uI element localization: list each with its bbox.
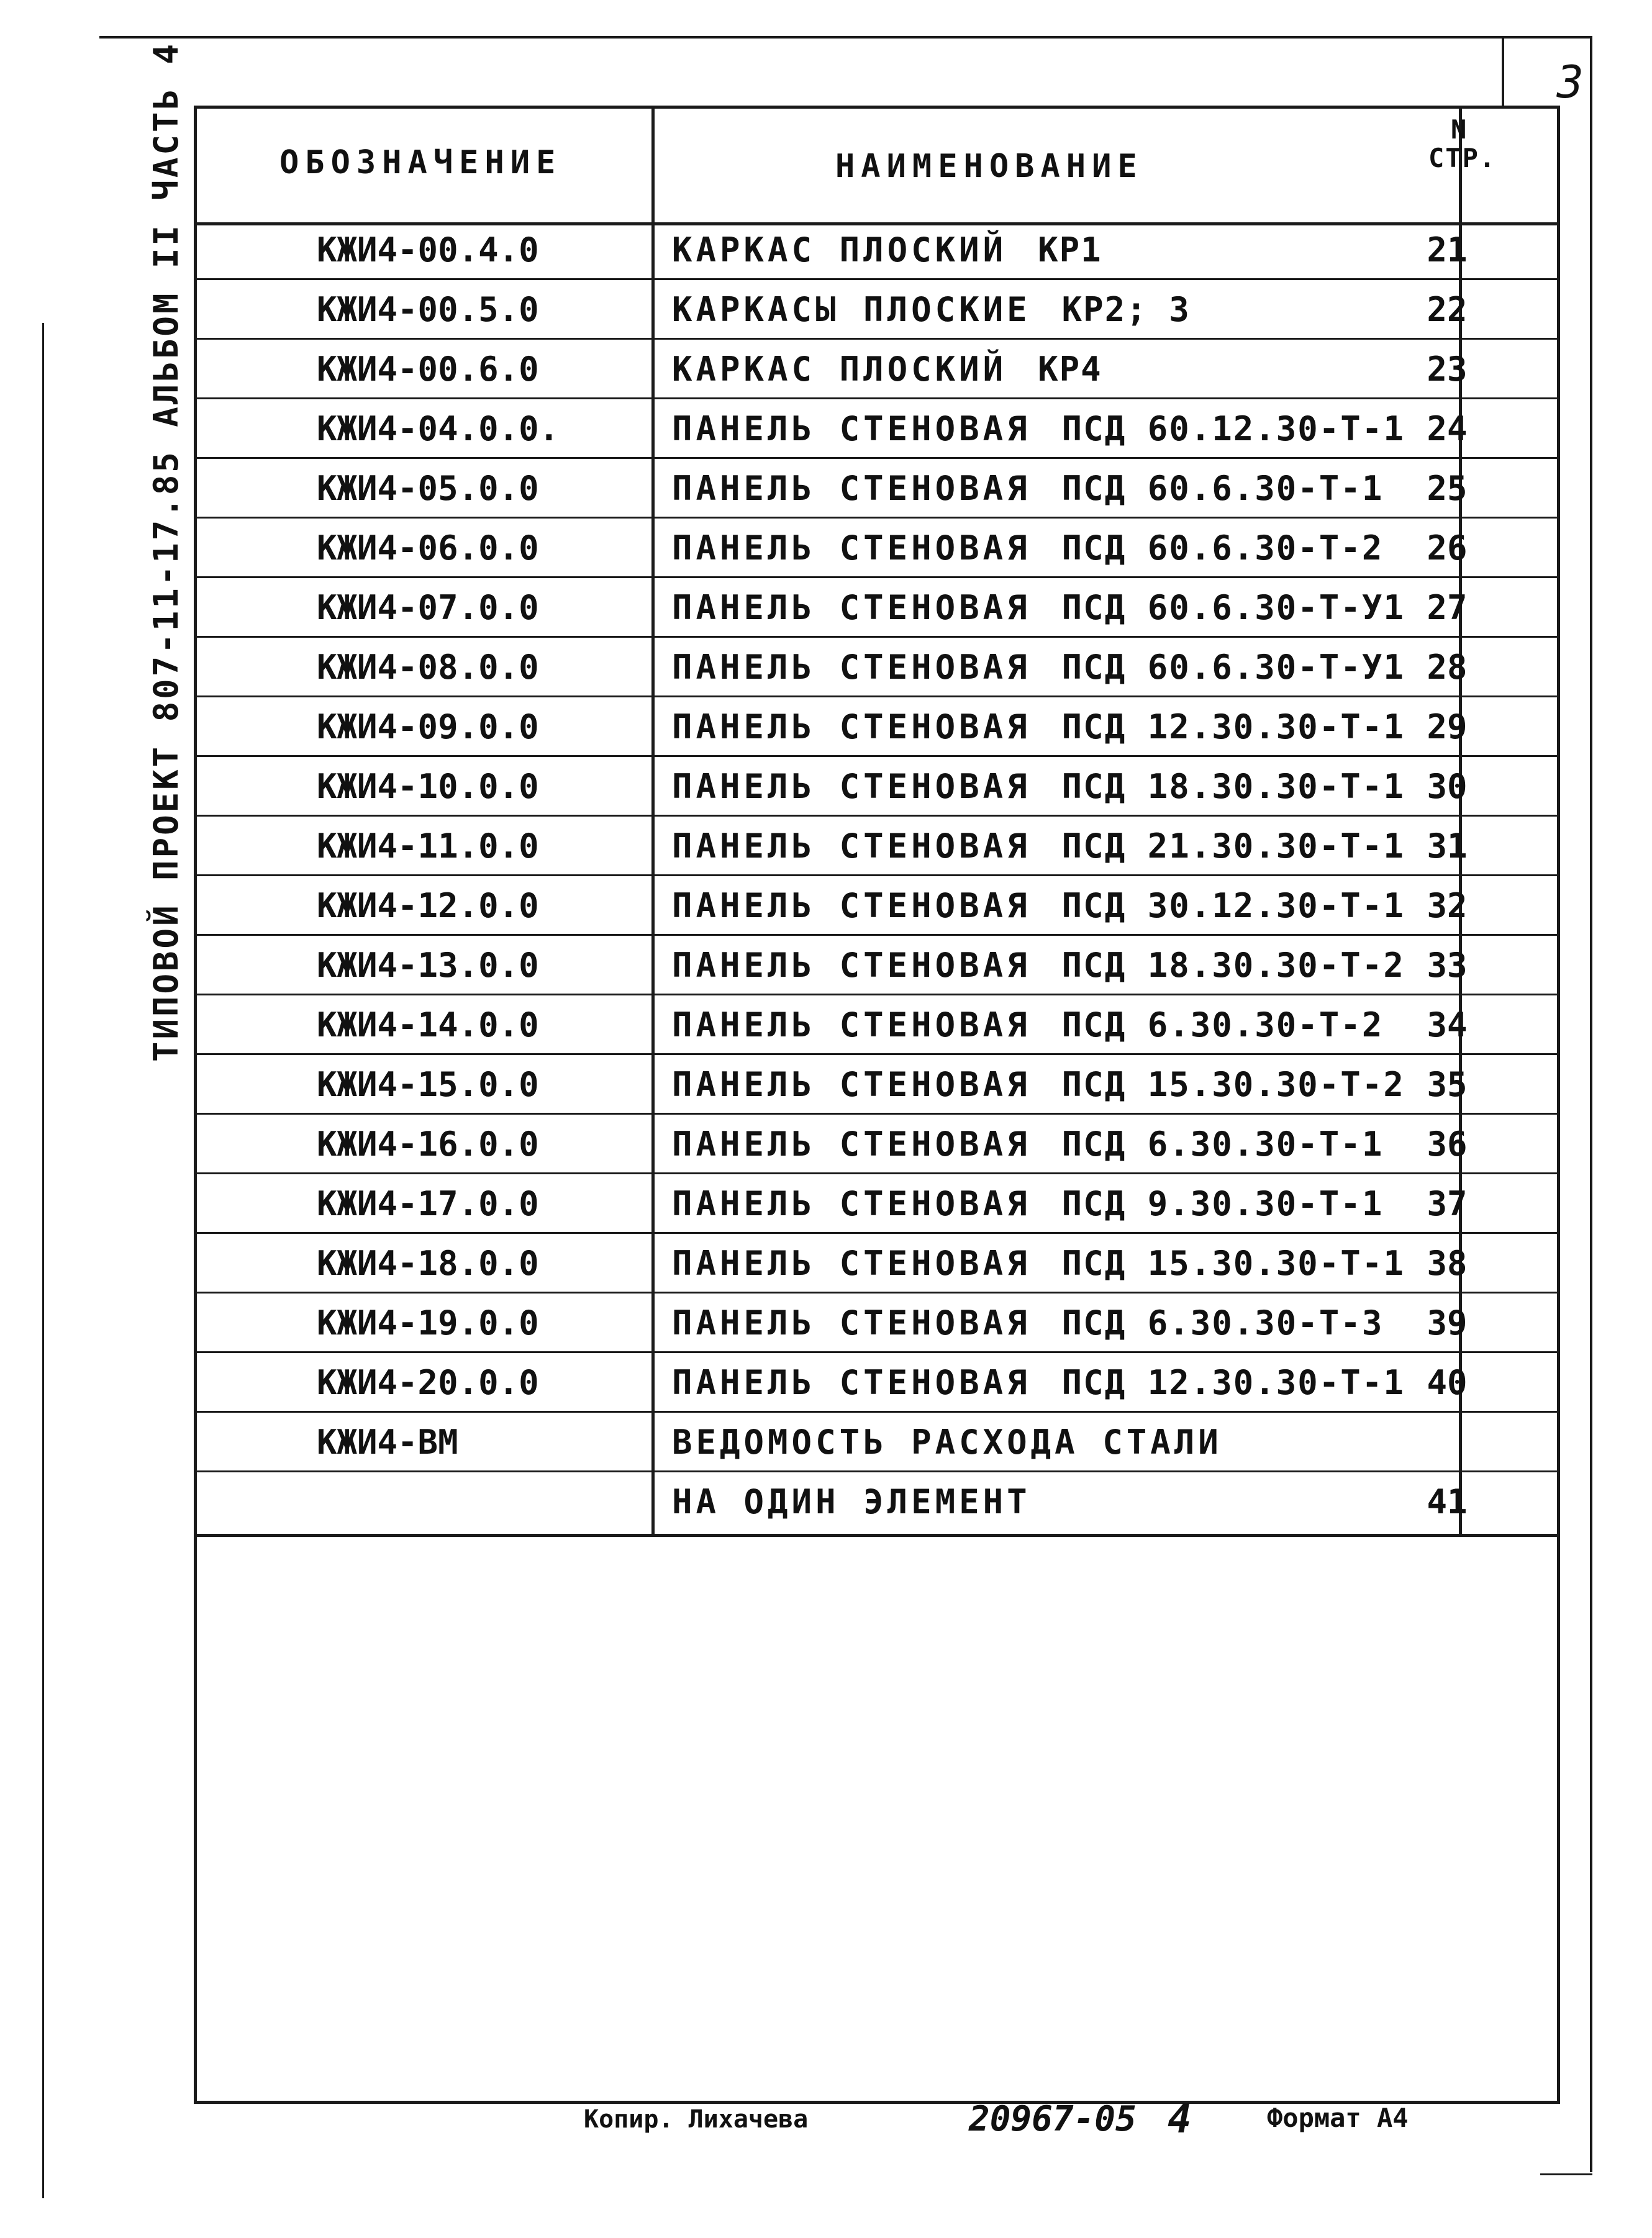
row-detail: КР2; 3 <box>1061 290 1191 329</box>
row-name <box>672 1007 1383 1044</box>
row-name-text: ПАНЕЛЬ СТЕНОВАЯ <box>672 588 1031 627</box>
row-name <box>672 1305 1383 1342</box>
row-detail: ПСД 12.30.30-Т-1 <box>1061 1363 1405 1402</box>
row-name <box>672 649 1405 686</box>
row-detail: КР4 <box>1038 350 1102 389</box>
row-code: КЖИ4-13.0.0 <box>317 946 539 985</box>
row-name <box>672 1424 1222 1461</box>
row-divider <box>197 457 1557 459</box>
row-name <box>672 232 1102 269</box>
row-page: 23 <box>1427 350 1468 389</box>
row-detail: ПСД 12.30.30-Т-1 <box>1061 707 1405 746</box>
row-code: КЖИ4-17.0.0 <box>317 1184 539 1223</box>
row-divider <box>197 636 1557 638</box>
row-code: КЖИ4-15.0.0 <box>317 1065 539 1104</box>
row-code: КЖИ4-06.0.0 <box>317 528 539 568</box>
row-code: КЖИ4-19.0.0 <box>317 1303 539 1343</box>
row-divider <box>197 755 1557 757</box>
row-code: КЖИ4-00.4.0 <box>317 230 539 270</box>
row-page: 37 <box>1427 1184 1468 1223</box>
row-divider <box>197 874 1557 876</box>
row-name-text: ПАНЕЛЬ СТЕНОВАЯ <box>672 469 1031 508</box>
row-name <box>672 1126 1383 1163</box>
row-name <box>672 1185 1383 1223</box>
row-name-text: ПАНЕЛЬ СТЕНОВАЯ <box>672 1303 1031 1343</box>
row-code: КЖИ4-10.0.0 <box>317 767 539 806</box>
row-code: КЖИ4-05.0.0 <box>317 469 539 508</box>
row-code: КЖИ4-20.0.0 <box>317 1363 539 1402</box>
row-page: 28 <box>1427 648 1468 687</box>
row-page: 34 <box>1427 1005 1468 1044</box>
row-detail: ПСД 18.30.30-Т-2 <box>1061 946 1405 985</box>
row-code: КЖИ4-07.0.0 <box>317 588 539 627</box>
row-name <box>672 828 1405 865</box>
row-divider <box>197 695 1557 697</box>
row-detail: ПСД 6.30.30-Т-1 <box>1061 1125 1384 1164</box>
top-edge-line <box>99 36 1590 39</box>
row-divider <box>197 576 1557 578</box>
footer-sheet: 4 <box>1168 2096 1192 2142</box>
row-divider <box>197 338 1557 340</box>
header-page-n: N <box>1451 114 1467 145</box>
row-name <box>672 768 1405 805</box>
row-code: КЖИ4-11.0.0 <box>317 827 539 866</box>
row-detail: ПСД 6.30.30-Т-3 <box>1061 1303 1384 1343</box>
row-page: 39 <box>1427 1303 1468 1343</box>
row-name-text: ПАНЕЛЬ СТЕНОВАЯ <box>672 1244 1031 1283</box>
row-name-text: КАРКАС ПЛОСКИЙ <box>672 350 1007 389</box>
row-detail: ПСД 60.12.30-Т-1 <box>1061 409 1405 448</box>
row-divider <box>197 397 1557 399</box>
row-name-text: КАРКАС ПЛОСКИЙ <box>672 230 1007 270</box>
row-divider <box>197 934 1557 936</box>
row-divider <box>197 517 1557 519</box>
row-page: 21 <box>1427 230 1468 270</box>
row-page: 32 <box>1427 886 1468 925</box>
row-detail: ПСД 30.12.30-Т-1 <box>1061 886 1405 925</box>
row-page: 27 <box>1427 588 1468 627</box>
row-name <box>672 947 1405 984</box>
row-divider <box>197 1113 1557 1115</box>
row-name <box>672 1245 1405 1282</box>
row-page: 36 <box>1427 1125 1468 1164</box>
row-page: 30 <box>1427 767 1468 806</box>
row-divider <box>197 278 1557 280</box>
row-name <box>672 351 1102 388</box>
row-detail: ПСД 6.30.30-Т-2 <box>1061 1005 1384 1044</box>
row-name-text: ПАНЕЛЬ СТЕНОВАЯ <box>672 946 1031 985</box>
row-code: КЖИ4-04.0.0. <box>317 409 560 448</box>
row-page: 40 <box>1427 1363 1468 1402</box>
row-page: 38 <box>1427 1244 1468 1283</box>
row-divider <box>197 1351 1557 1353</box>
row-name-text: НА ОДИН ЭЛЕМЕНТ <box>672 1482 1031 1521</box>
row-name-text: ПАНЕЛЬ СТЕНОВАЯ <box>672 409 1031 448</box>
row-name-text: ПАНЕЛЬ СТЕНОВАЯ <box>672 1363 1031 1402</box>
footer-copied: Копир. Лихачева <box>584 2105 809 2134</box>
row-page: 25 <box>1427 469 1468 508</box>
row-name <box>672 530 1383 567</box>
row-detail: ПСД 60.6.30-Т-У1 <box>1061 648 1405 687</box>
row-name <box>672 709 1405 746</box>
row-code: КЖИ4-16.0.0 <box>317 1125 539 1164</box>
footer-format: Формат А4 <box>1267 2103 1409 2133</box>
row-name-text: ПАНЕЛЬ СТЕНОВАЯ <box>672 1005 1031 1044</box>
row-name <box>672 291 1191 328</box>
row-page: 24 <box>1427 409 1468 448</box>
row-detail: ПСД 18.30.30-Т-1 <box>1061 767 1405 806</box>
row-name-text: ВЕДОМОСТЬ РАСХОДА СТАЛИ <box>672 1423 1222 1462</box>
row-code: КЖИ4-12.0.0 <box>317 886 539 925</box>
row-name <box>672 589 1405 627</box>
header-name: НАИМЕНОВАНИЕ <box>835 148 1143 185</box>
row-detail: ПСД 9.30.30-Т-1 <box>1061 1184 1384 1223</box>
header-page-str: СТР. <box>1428 143 1497 173</box>
left-binding-line <box>42 323 44 2198</box>
header-bottom-line <box>197 222 1557 225</box>
side-stamp: ТИПОВОЙ ПРОЕКТ 807-11-17.85 АЛЬБОМ II ЧАСТЬ 4 <box>147 42 186 1062</box>
row-name <box>672 1484 1031 1521</box>
page-number-box-left <box>1502 36 1504 106</box>
row-name-text: ПАНЕЛЬ СТЕНОВАЯ <box>672 827 1031 866</box>
row-name <box>672 470 1383 507</box>
row-detail: ПСД 60.6.30-Т-1 <box>1061 469 1384 508</box>
row-divider <box>197 1172 1557 1174</box>
row-detail: ПСД 15.30.30-Т-2 <box>1061 1065 1405 1104</box>
row-page: 41 <box>1427 1482 1468 1521</box>
row-code: КЖИ4-00.6.0 <box>317 350 539 389</box>
row-name <box>672 1066 1405 1103</box>
table-bottom-line <box>197 1534 1557 1537</box>
footer-doc-number: 20967-05 <box>969 2099 1137 2139</box>
row-divider <box>197 1232 1557 1234</box>
row-detail: КР1 <box>1038 230 1102 270</box>
row-name-text: ПАНЕЛЬ СТЕНОВАЯ <box>672 1065 1031 1104</box>
row-name <box>672 1364 1405 1402</box>
row-code: КЖИ4-18.0.0 <box>317 1244 539 1283</box>
row-name-text: ПАНЕЛЬ СТЕНОВАЯ <box>672 1125 1031 1164</box>
page-number: 3 <box>1556 56 1584 108</box>
row-code: КЖИ4-ВМ <box>317 1423 458 1462</box>
row-name-text: ПАНЕЛЬ СТЕНОВАЯ <box>672 1184 1031 1223</box>
right-edge-line <box>1590 36 1592 2172</box>
row-page: 35 <box>1427 1065 1468 1104</box>
row-name-text: КАРКАСЫ ПЛОСКИЕ <box>672 290 1031 329</box>
col-divider-1 <box>651 109 655 1537</box>
row-name-text: ПАНЕЛЬ СТЕНОВАЯ <box>672 767 1031 806</box>
row-name-text: ПАНЕЛЬ СТЕНОВАЯ <box>672 648 1031 687</box>
row-detail: ПСД 60.6.30-Т-2 <box>1061 528 1384 568</box>
row-page: 33 <box>1427 946 1468 985</box>
row-divider <box>197 1053 1557 1055</box>
row-name <box>672 410 1405 448</box>
row-name <box>672 887 1405 925</box>
row-divider <box>197 994 1557 995</box>
row-code: КЖИ4-00.5.0 <box>317 290 539 329</box>
row-name-text: ПАНЕЛЬ СТЕНОВАЯ <box>672 886 1031 925</box>
bottom-corner-line <box>1540 2173 1592 2175</box>
row-name-text: ПАНЕЛЬ СТЕНОВАЯ <box>672 707 1031 746</box>
row-page: 26 <box>1427 528 1468 568</box>
row-detail: ПСД 15.30.30-Т-1 <box>1061 1244 1405 1283</box>
header-designation: ОБОЗНАЧЕНИЕ <box>279 144 562 181</box>
row-page: 29 <box>1427 707 1468 746</box>
row-divider <box>197 1411 1557 1413</box>
row-page: 31 <box>1427 827 1468 866</box>
row-divider <box>197 1292 1557 1293</box>
row-divider <box>197 815 1557 817</box>
row-divider <box>197 1470 1557 1472</box>
row-code: КЖИ4-09.0.0 <box>317 707 539 746</box>
row-name-text: ПАНЕЛЬ СТЕНОВАЯ <box>672 528 1031 568</box>
row-detail: ПСД 21.30.30-Т-1 <box>1061 827 1405 866</box>
row-page: 22 <box>1427 290 1468 329</box>
row-code: КЖИ4-08.0.0 <box>317 648 539 687</box>
row-code: КЖИ4-14.0.0 <box>317 1005 539 1044</box>
row-detail: ПСД 60.6.30-Т-У1 <box>1061 588 1405 627</box>
contents-table <box>194 106 1560 2104</box>
